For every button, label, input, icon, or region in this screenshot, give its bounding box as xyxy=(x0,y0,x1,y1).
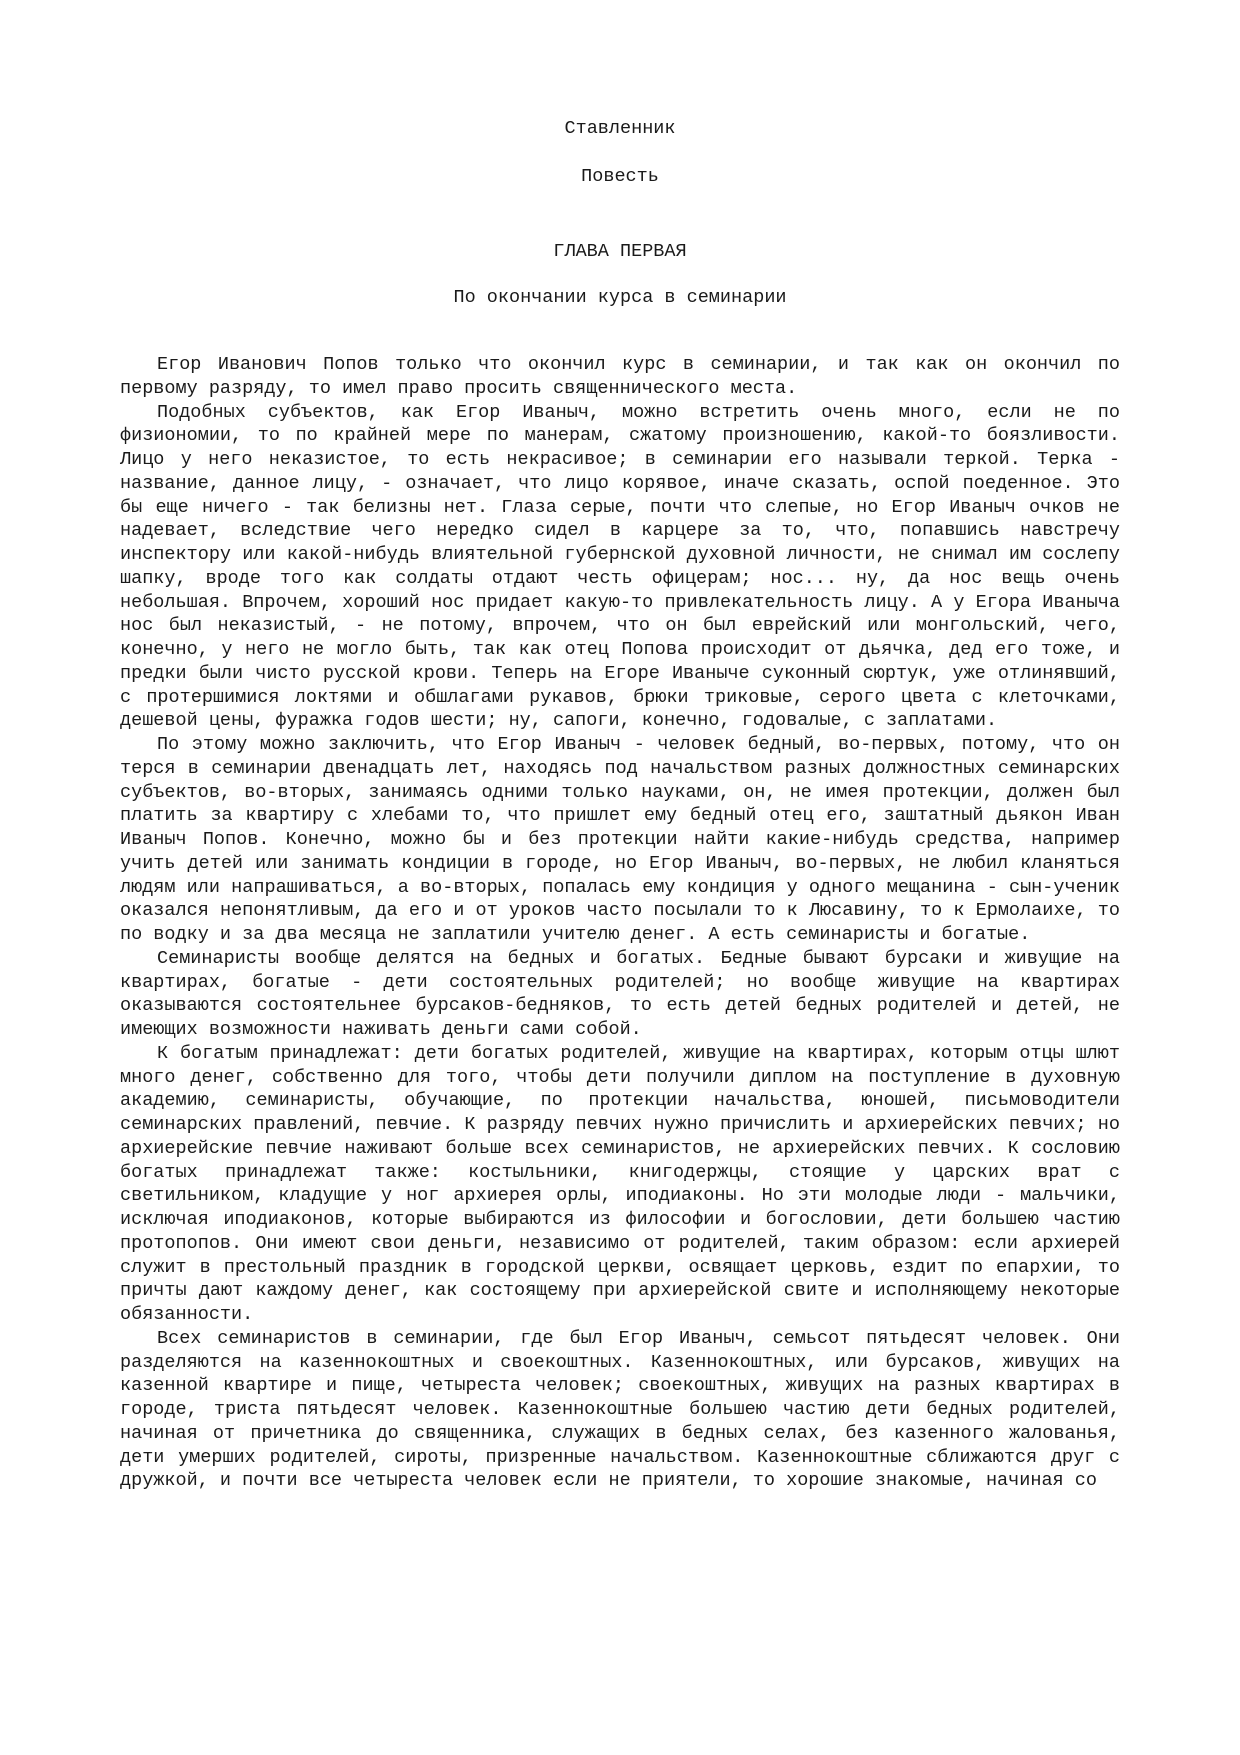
paragraph: По этому можно заключить, что Егор Иваныч - человек бедный, во-первых, потому, что он терся в семинарии двенадцать лет, находясь под начальством разных должностных семинарских субъектов, во-вторых, занимаясь одними только науками, он, не имея протекции, должен был платить за квартиру с хлебами то, что пришлет ему бедный отец его, заштатный дьякон Иван Иваныч Попов. Конечно, можно бы и без протекции найти какие-нибудь средства, например учить детей или занимать кондиции в городе, но Егор Иваныч, во-первых, не любил кланяться людям или напрашиваться, а во-вторых, попалась ему кондиция у одного мещанина - сын-ученик оказался непонятливым, да его и от уроков часто посылали то к Люсавину, то к Ермолаихе, то по водку и за два месяца не заплатили учителю денег. А есть семинаристы и богатые. xyxy=(120,734,1120,945)
paragraph: Всех семинаристов в семинарии, где был Егор Иваныч, семьсот пятьдесят человек. Они разделяются на казеннокоштных и своекоштных. Казеннокоштных, или бурсаков, живущих на казенной квартире и пище, четыреста человек; своекоштных, живущих на разных квартирах в городе, триста пятьдесят человек. Казеннокоштные большею частию дети бедных родителей, начиная от причетника до священника, служащих в бедных селах, без казенного жалованья, дети умерших родителей, сироты, призренные начальством. Казеннокоштные сближаются друг с дружкой, и почти все четыреста человек если не приятели, то хорошие знакомые, начиная со xyxy=(120,1327,1120,1492)
body-text xyxy=(120,353,1120,1493)
paragraph: К богатым принадлежат: дети богатых родителей, живущие на квартирах, которым отцы шлют много денег, собственно для того, чтобы дети получили диплом на поступление в духовную академию, семинаристы, обучающие, по протекции начальства, юношей, письмоводители семинарских правлений, певчие. К разряду певчих нужно причислить и архиерейских певчих; но архиерейские певчие наживают больше всех семинаристов, не архиерейских певчих. К сословию богатых принадлежат также: костыльники, книгодержцы, стоящие у царских врат с светильником, кладущие у ног архиерея орлы, иподиаконы. Но эти молодые люди - мальчики, исключая иподиаконов, которые выбираются из философии и богословии, дети большею частию протопопов. Они имеют свои деньги, независимо от родителей, таким образом: если архиерей служит в престольный праздник в городской церкви, освящает церковь, ездит по епархии, то причты дают каждому денег, как состоящему при архиерейской свите и исполняющему некоторые обязанности. xyxy=(120,1042,1120,1325)
chapter-subtitle: По окончании курса в семинарии xyxy=(453,287,787,308)
document-subtitle: Повесть xyxy=(581,166,659,187)
paragraph: Егор Иванович Попов только что окончил курс в семинарии, и так как он окончил по первому разряду, то имел право просить священнического места. xyxy=(120,354,1120,399)
document-title: Ставленник xyxy=(564,118,676,139)
chapter-heading: ГЛАВА ПЕРВАЯ xyxy=(553,241,687,262)
paragraph: Семинаристы вообще делятся на бедных и богатых. Бедные бывают бурсаки и живущие на квартирах, богатые - дети состоятельных родителей; но вообще живущие на квартирах оказываются состоятельнее бурсаков-бедняков, то есть детей бедных родителей и детей, не имеющих возможности наживать деньги сами собой. xyxy=(120,947,1120,1040)
paragraph: Подобных субъектов, как Егор Иваныч, можно встретить очень много, если не по физиономии, то по крайней мере по манерам, сжатому произношению, какой-то боязливости. Лицо у него неказистое, то есть некрасивое; в семинарии его называли теркой. Терка - название, данное лицу, - означает, что лицо корявое, иначе сказать, оспой поеденное. Это бы еще ничего - так белизны нет. Глаза серые, почти что слепые, но Егор Иваныч очков не надевает, вследствие чего нередко сидел в карцере за то, что, попавшись навстречу инспектору или какой-нибудь влиятельной губернской духовной личности, не снимал им сослепу шапку, вроде того как солдаты отдают честь офицерам; нос... ну, да нос вещь очень небольшая. Впрочем, хороший нос придает какую-то привлекательность лицу. А у Егора Иваныча нос был неказистый, - не потому, впрочем, что он был еврейский или монгольский, чего, конечно, у него не могло быть, так как отец Попова происходит от дьячка, дед его тоже, и предки были чисто русской крови. Теперь на Егоре Иваныче суконный сюртук, уже отлинявший, с протершимися локтями и обшлагами рукавов, брюки триковые, серого цвета с клеточками, дешевой цены, фуражка годов шести; ну, сапоги, конечно, годовалые, с заплатами. xyxy=(120,401,1120,732)
